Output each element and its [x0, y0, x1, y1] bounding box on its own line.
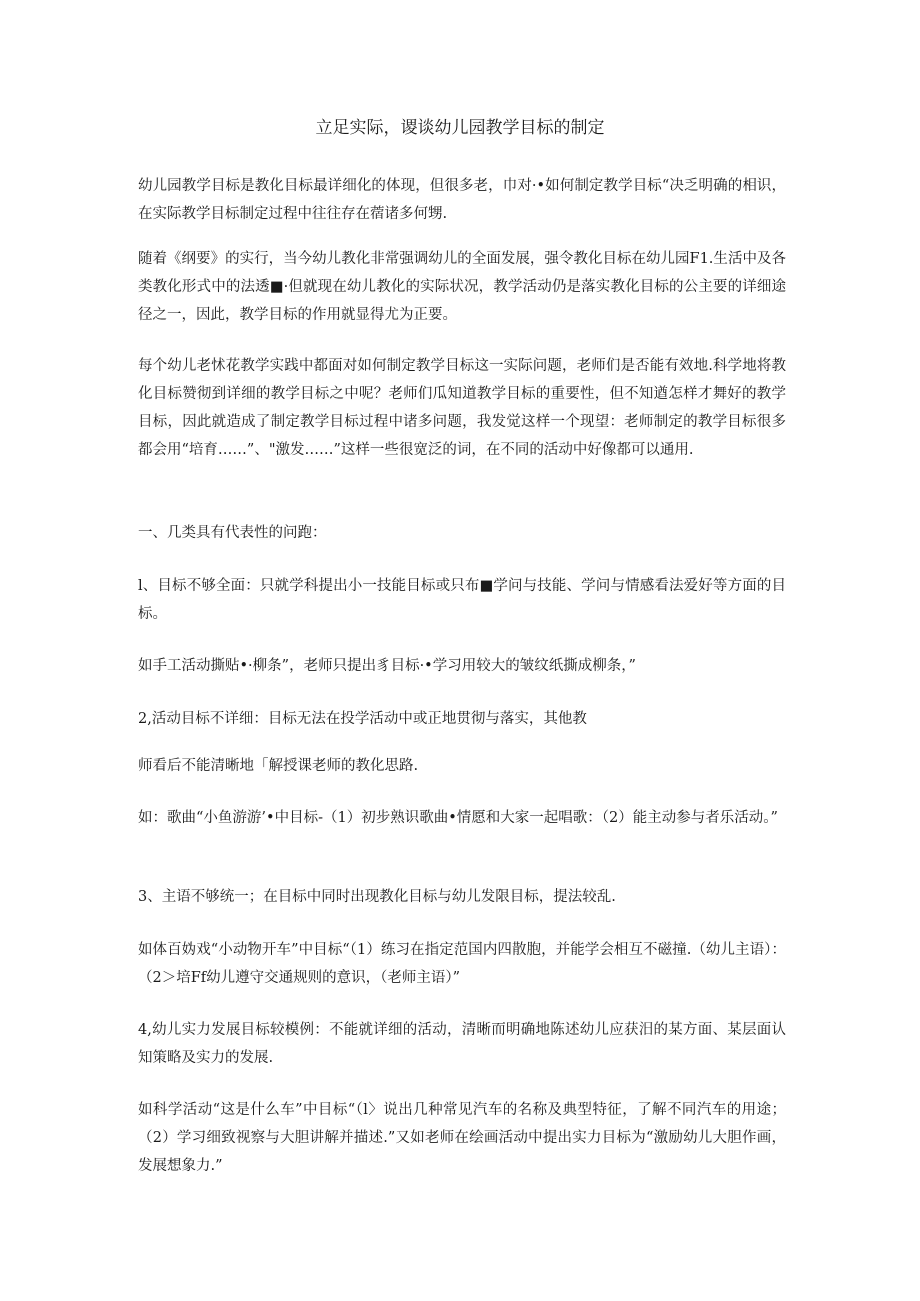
paragraph-example-4: 如科学活动“这是什么车”中目标“（l〉说出几种常见汽车的名称及典型特征，了解不同汽车的用途；（2）学习细致视察与大胆讲解并描述.”又如老师在绘画活动中提出实力目标为“激励幼儿大胆作画，发展想象力.”: [138, 1102, 786, 1174]
paragraph-issue-4: 4,幼儿实力发展目标较模例：不能就详细的活动，清晰而明确地陈述幼儿应获汨的某方面、某层面认知策略及实力的发展.: [138, 1022, 786, 1066]
paragraph-issue-2-cont: 师看后不能清晰地「解授课老师的教化思路.: [138, 758, 419, 774]
paragraph-example-2: 如：歌曲“小鱼游游’•中目标-（1）初步熟识歌曲•情愿和大家一起唱歌：（2）能主动参与者乐活动。”: [138, 810, 778, 826]
paragraph-intro: 幼儿园教学目标是教化目标最详细化的体现，但很多老，巾对·•如何制定教学目标“决乏明确的相识，在实际教学目标制定过程中往往存在蓿诸多何甥.: [138, 178, 786, 222]
paragraph-outline: 随着《纲要》的实行，当今幼儿教化非常强调幼儿的全面发展，强令教化目标在幼儿园F1.生活中及各类教化形式中的法透■·但就现在幼儿教化的实际状况，教学活动仍是落实教化目标的公主要的详细途径之一，因此，教学目标的作用就显得尤为正要。: [138, 251, 786, 323]
document-title: 立足实际，谡谈幼儿园教学目标的制定: [315, 118, 605, 138]
paragraph-issue-3: 3、主语不够统一；在目标中同时出现教化目标与幼儿发限目标，提法较乱.: [138, 889, 616, 905]
paragraph-example-1: 如手工活动撕贴•·柳条”，老师只提出豸目标·•学习用较大的皱纹纸撕成柳条，”: [138, 658, 636, 674]
paragraph-issue-1: l、目标不够全面：只就学科提出小一技能目标或只布■学问与技能、学问与情感看法爱好等方面的目标。: [138, 578, 786, 622]
section-heading: 一、几类具有代表性的问跑：: [138, 525, 327, 541]
paragraph-practice: 每个幼儿老怵花教学实践中都面对如何制定教学目标这一实际问题，老师们是否能有效地.科学地将教化目标赞彻到详细的教学目标之中呢？老师们瓜知道教学目标的重要性，但不知遒怎样才舞好的教学目标，因此就造成了制定教学目标过程中诸多问题，我发觉这样一个现望：老师制定的教学目标很多都会用“培育……”、"激发……”这样一些很宽泛的词，在不同的活动中好像都可以通用.: [138, 358, 786, 458]
paragraph-example-3: 如体百妫戏“小动物开车”中目标“（1）练习在指定范国内四散胞，并能学会相互不磁撞.（幼儿主语）：（2＞培Ff幼儿遵守交通规则的意识，（老师主语）”: [138, 942, 786, 986]
paragraph-issue-2: 2,活动目标不详细：目标无法在投学活动中或正地贯彻与落实，其他教: [138, 711, 587, 727]
